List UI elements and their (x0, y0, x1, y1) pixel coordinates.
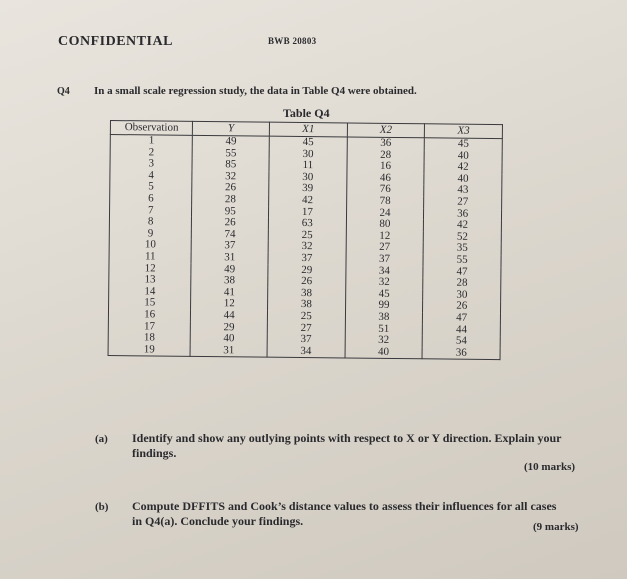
cell-x2: 37 (346, 253, 424, 265)
cell-x1: 25 (268, 229, 346, 241)
cell-y: 55 (193, 147, 270, 159)
cell-x2: 34 (346, 265, 424, 277)
data-table (108, 120, 503, 360)
cell-y: 12 (191, 298, 268, 310)
cell-observation: 17 (108, 320, 191, 332)
cell-x2: 45 (345, 288, 423, 300)
cell-x2: 32 (345, 335, 423, 347)
cell-x2: 38 (345, 311, 423, 323)
cell-x3: 27 (424, 196, 502, 208)
cell-x1: 25 (267, 311, 345, 323)
part-b-line1: Compute DFFITS and Cook’s distance values to assess their influences for all cases (132, 499, 557, 513)
cell-x1: 32 (268, 241, 346, 253)
cell-y: 74 (192, 229, 269, 241)
question-text: In a small scale regression study, the data in Table Q4 were obtained. (94, 85, 417, 97)
cell-observation: 9 (109, 228, 192, 240)
cell-x1: 63 (268, 218, 346, 230)
cell-x3: 47 (423, 266, 501, 278)
cell-observation: 1 (110, 135, 193, 148)
cell-x3: 44 (423, 324, 501, 336)
cell-observation: 11 (109, 251, 192, 263)
part-a-line1: Identify and show any outlying points with respect to X or Y direction. Explain your (132, 431, 562, 445)
question-number: Q4 (57, 86, 70, 97)
cell-y: 85 (192, 159, 269, 171)
cell-y: 49 (191, 263, 268, 275)
cell-observation: 13 (109, 274, 192, 286)
part-b-label: (b) (95, 501, 109, 513)
col-header-x2: X2 (347, 123, 425, 138)
confidential-label: CONFIDENTIAL (58, 34, 173, 49)
col-header-x1: X1 (269, 122, 347, 137)
cell-x2: 12 (346, 230, 424, 242)
cell-y: 32 (192, 171, 269, 183)
cell-x3: 45 (425, 138, 503, 151)
cell-x2: 46 (347, 172, 425, 184)
cell-x1: 17 (269, 206, 347, 218)
cell-y: 31 (190, 345, 267, 358)
cell-y: 29 (191, 321, 268, 333)
col-header-observation: Observation (110, 121, 193, 136)
cell-x1: 30 (269, 148, 347, 160)
cell-observation: 4 (110, 170, 193, 182)
cell-x3: 43 (424, 185, 502, 197)
part-a-line2: findings. (132, 446, 177, 460)
col-header-y: Y (193, 121, 270, 136)
cell-x3: 54 (422, 335, 500, 347)
cell-x3: 36 (424, 208, 502, 220)
cell-y: 31 (191, 252, 268, 264)
part-b-marks: (9 marks) (533, 521, 579, 533)
part-b-line2: in Q4(a). Conclude your findings. (132, 514, 304, 528)
cell-observation: 19 (108, 344, 191, 357)
cell-observation: 12 (109, 263, 192, 275)
cell-y: 40 (191, 333, 268, 345)
cell-y: 26 (192, 217, 269, 229)
cell-x1: 42 (269, 195, 347, 207)
cell-x1: 34 (267, 345, 345, 358)
cell-observation: 16 (108, 309, 191, 321)
cell-x2: 78 (346, 195, 424, 207)
table-caption: Table Q4 (283, 106, 330, 120)
cell-x1: 38 (268, 299, 346, 311)
cell-x3: 40 (424, 173, 502, 185)
table-body (108, 135, 502, 360)
cell-x2: 24 (346, 207, 424, 219)
course-code: BWB 20803 (268, 36, 317, 46)
cell-x1: 29 (268, 264, 346, 276)
cell-x1: 11 (269, 160, 347, 172)
cell-x2: 51 (345, 323, 423, 335)
cell-x1: 38 (268, 287, 346, 299)
cell-observation: 6 (110, 193, 193, 205)
cell-y: 37 (192, 240, 269, 252)
cell-observation: 3 (110, 158, 193, 170)
cell-x2: 28 (347, 149, 425, 161)
cell-observation: 10 (109, 239, 192, 251)
cell-observation: 14 (109, 286, 192, 298)
cell-x3: 42 (424, 219, 502, 231)
cell-x1: 39 (269, 183, 347, 195)
cell-y: 28 (192, 194, 269, 206)
cell-x2: 36 (347, 137, 425, 150)
cell-x2: 40 (345, 346, 423, 359)
cell-x3: 40 (424, 150, 502, 162)
cell-x3: 42 (424, 161, 502, 173)
cell-y: 44 (191, 310, 268, 322)
part-a-marks: (10 marks) (524, 461, 576, 473)
cell-observation: 2 (110, 147, 193, 159)
cell-y: 26 (192, 182, 269, 194)
part-a-label: (a) (95, 433, 108, 445)
cell-x3: 55 (423, 254, 501, 266)
cell-x1: 45 (269, 136, 347, 149)
cell-x2: 16 (347, 161, 425, 173)
cell-y: 49 (193, 135, 270, 148)
cell-observation: 8 (109, 216, 192, 228)
cell-y: 38 (191, 275, 268, 287)
cell-x1: 27 (267, 322, 345, 334)
cell-x2: 80 (346, 219, 424, 231)
cell-x3: 47 (423, 312, 501, 324)
cell-x3: 35 (423, 243, 501, 255)
cell-x3: 26 (423, 301, 501, 313)
cell-x2: 27 (346, 242, 424, 254)
cell-x3: 52 (424, 231, 502, 243)
cell-observation: 5 (110, 181, 193, 193)
cell-x1: 37 (267, 334, 345, 346)
cell-x3: 30 (423, 289, 501, 301)
col-header-x3: X3 (425, 124, 503, 139)
cell-x3: 28 (423, 277, 501, 289)
cell-y: 41 (191, 287, 268, 299)
cell-x1: 30 (269, 171, 347, 183)
cell-observation: 15 (109, 297, 192, 309)
cell-x3: 36 (422, 347, 500, 360)
cell-x2: 32 (345, 277, 423, 289)
cell-x1: 26 (268, 276, 346, 288)
cell-y: 95 (192, 205, 269, 217)
cell-observation: 18 (108, 332, 191, 344)
cell-x2: 76 (346, 184, 424, 196)
cell-x1: 37 (268, 253, 346, 265)
cell-observation: 7 (109, 205, 192, 217)
cell-x2: 99 (345, 300, 423, 312)
